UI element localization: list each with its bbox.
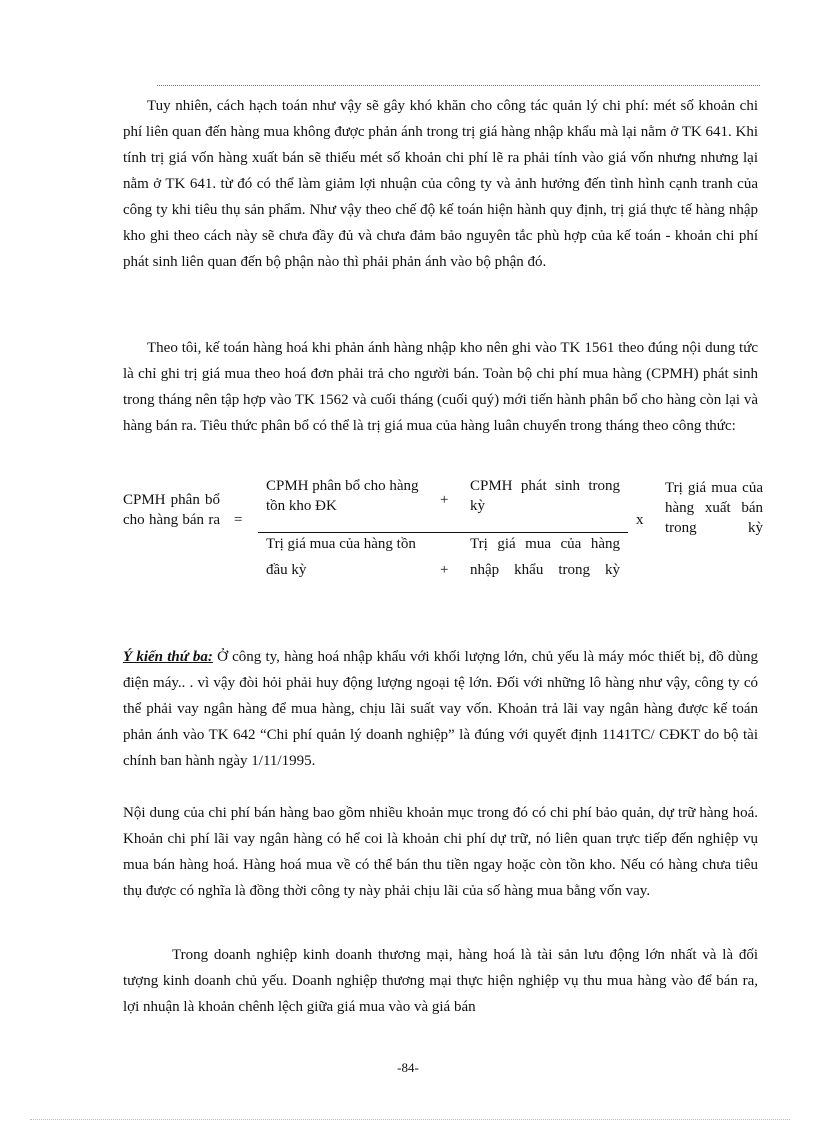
- paragraph-4: Nội dung của chi phí bán hàng bao gồm nhiều khoản mục trong đó có chi phí bảo quản, dự trữ hàng hoá. Khoản chi phí lãi vay ngân hàng có hể coi là khoản chi phí dự trữ, nó liên quan trực tiếp đến nghiệp vụ mua bán hàng hoá. Hàng hoá mua về có thể bán thu tiền ngay hoặc còn tồn kho. Nếu có hàng chưa tiêu thụ được có nghĩa là đồng thời công ty này phải chịu lãi của số hàng mua bằng vốn vay.: [123, 805, 758, 899]
- formula-equals: =: [234, 512, 243, 528]
- paragraph-1: Tuy nhiên, cách hạch toán như vậy sẽ gây khó khăn cho công tác quản lý chi phí: mét số khoản chi phí liên quan đến hàng mua không được phản ánh trong trị giá hàng nhập khẩu mà lại nằm ở TK 641. Khi tính trị giá vốn hàng xuất bán sẽ thiếu mét số khoản chi phí lẽ ra phải tính vào giá vốn nhưng nhưng lại nằm ở TK 641. từ đó có thể làm giảm lợi nhuận của công ty và ảnh hưởng đến tình hình cạnh tranh của công ty khi tiêu thụ sản phẩm. Như vậy theo chế độ kế toán hiện hành quy định, trị giá thực tế hàng nhập kho ghi theo cách này sẽ chưa đầy đủ và chưa đảm bảo nguyên tắc phù hợp của kế toán - khoản chi phí phát sinh liên quan đến bộ phận nào thì phải phản ánh vào bộ phận đó.: [123, 98, 758, 270]
- formula-denominator-plus: +: [440, 562, 449, 578]
- paragraph-2: Theo tôi, kế toán hàng hoá khi phản ánh hàng nhập kho nên ghi vào TK 1561 theo đúng nội dung tức là chỉ ghi trị giá mua theo hoá đơn phải trả cho người bán. Toàn bộ chi phí mua hàng (CPMH) phát sinh trong tháng nên tập hợp vào TK 1562 và cuối tháng (cuối quý) mới tiến hành phân bổ cho hàng còn lại và hàng bán ra. Tiêu thức phân bổ có thể là trị giá mua của hàng luân chuyển trong tháng theo công thức:: [123, 340, 758, 434]
- paragraph-3-text: Ở công ty, hàng hoá nhập khẩu với khối lượng lớn, chủ yếu là máy móc thiết bị, đồ dùng điện máy.. . vì vậy đòi hỏi phải huy động lượng ngoại tệ lớn. Đối với những lô hàng như vậy, công ty có thể phải vay ngân hàng để mua hàng, chịu lãi suất vay vốn. Khoản trả lãi vay ngân hàng được kế toán phản ánh vào TK 642 “Chi phí quản lý doanh nghiệp” là đúng với quyết định 1141TC/ CĐKT do bộ tài chính ban hành ngày 1/11/1995.: [123, 649, 759, 769]
- formula-times: x: [636, 512, 644, 528]
- formula-numerator-a: CPMH phân bổ cho hàng tồn kho ĐK: [266, 478, 419, 514]
- page-number: -84-: [397, 1060, 419, 1075]
- fraction-line: [258, 532, 628, 533]
- formula-numerator-b: CPMH phát sinh trong kỳ: [470, 478, 620, 514]
- formula-lhs: CPMH phân bổ cho hàng bán ra: [123, 492, 220, 528]
- header-dotted-rule: [157, 85, 760, 86]
- formula-numerator-plus: +: [440, 492, 449, 508]
- paragraph-3-label: Ý kiến thứ ba:: [123, 649, 213, 665]
- formula-denominator-b: Trị giá mua của hàng nhập khẩu trong kỳ: [470, 536, 620, 578]
- paragraph-3: [123, 644, 758, 774]
- formula-rhs: Trị giá mua của hàng xuất bán trong kỳ: [665, 480, 763, 536]
- paragraph-5: Trong doanh nghiệp kinh doanh thương mại, hàng hoá là tài sản lưu động lớn nhất và là đối tượng kinh doanh chủ yếu. Doanh nghiệp thương mại thực hiện nghiệp vụ thu mua hàng vào để bán ra, lợi nhuận là khoản chênh lệch giữa giá mua vào và giá bán: [123, 947, 758, 1015]
- footer-dotted-rule: [30, 1119, 790, 1120]
- formula-denominator-a: Trị giá mua của hàng tồn đầu kỳ: [266, 536, 416, 578]
